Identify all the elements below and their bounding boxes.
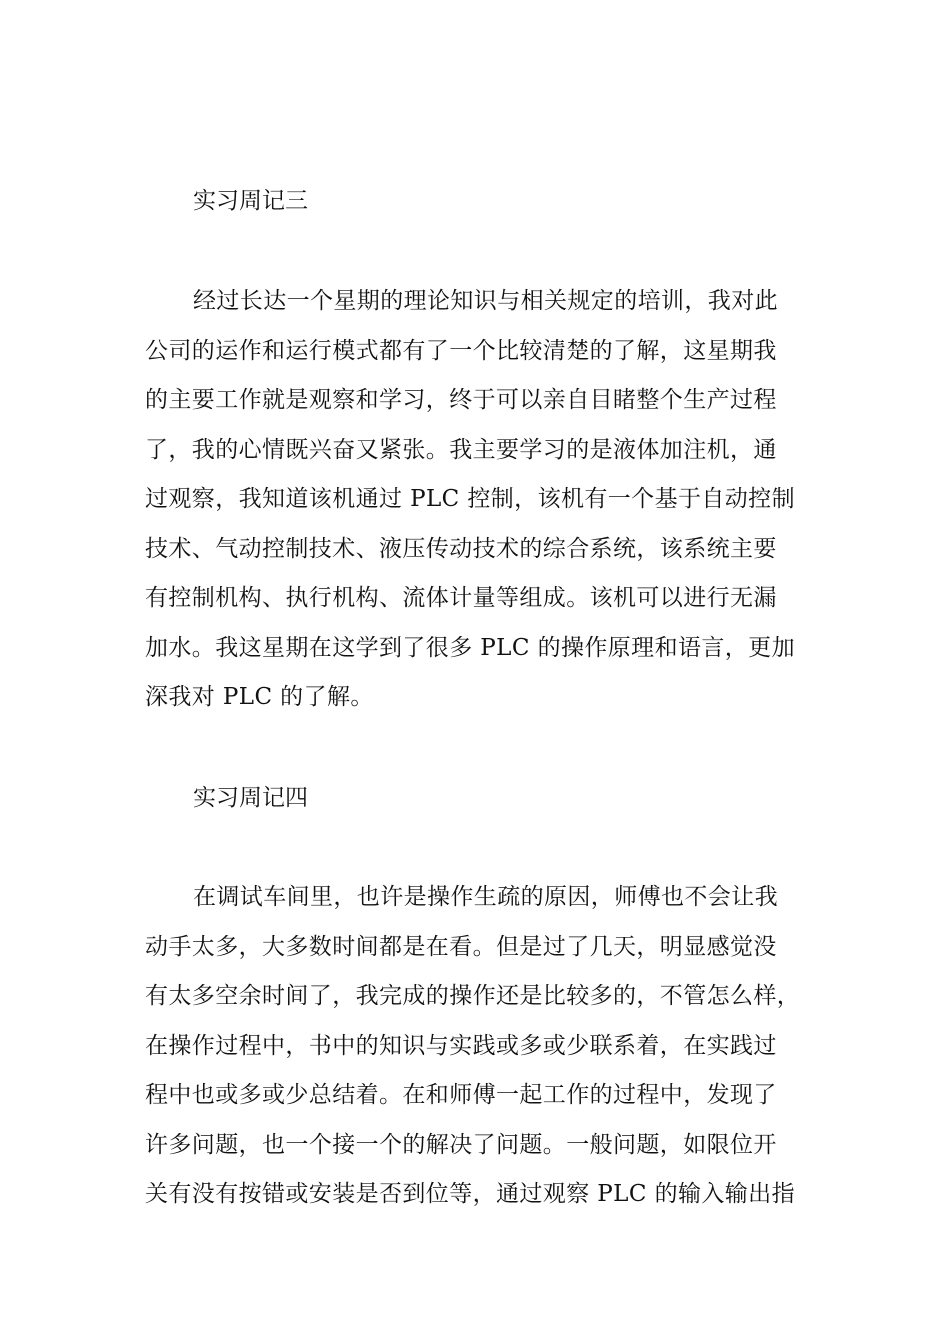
paragraph-line: 技术、气动控制技术、液压传动技术的综合系统，该系统主要 — [145, 535, 777, 562]
paragraph-week3 — [145, 286, 825, 732]
paragraph-line: 深我对 PLC 的了解。 — [145, 684, 374, 710]
paragraph-line: 有太多空余时间了，我完成的操作还是比较多的，不管怎么样， — [145, 983, 801, 1009]
paragraph-line: 关有没有按错或安装是否到位等，通过观察 PLC 的输入输出指 — [145, 1181, 795, 1207]
paragraph-line: 公司的运作和运行模式都有了一个比较清楚的了解，这星期我 — [145, 337, 777, 364]
paragraph-line: 的主要工作就是观察和学习，终于可以亲自目睹整个生产过程 — [145, 387, 777, 413]
section-heading-week3: 实习周记三 — [193, 188, 308, 214]
paragraph-line: 了，我的心情既兴奋又紧张。我主要学习的是液体加注机，通 — [145, 436, 777, 463]
section-heading-week4: 实习周记四 — [193, 785, 308, 811]
paragraph-line: 动手太多，大多数时间都是在看。但是过了几天，明显感觉没 — [145, 933, 777, 960]
paragraph-line: 加水。我这星期在这学到了很多 PLC 的操作原理和语言，更加 — [145, 634, 795, 661]
paragraph-line: 过观察，我知道该机通过 PLC 控制，该机有一个基于自动控制 — [145, 486, 795, 512]
paragraph-line: 经过长达一个星期的理论知识与相关规定的培训，我对此 — [193, 288, 778, 314]
paragraph-line: 有控制机构、执行机构、流体计量等组成。该机可以进行无漏 — [145, 585, 777, 611]
paragraph-line: 在操作过程中，书中的知识与实践或多或少联系着，在实践过 — [145, 1032, 777, 1059]
paragraph-line: 程中也或多或少总结着。在和师傅一起工作的过程中，发现了 — [145, 1082, 777, 1108]
paragraph-line: 许多问题，也一个接一个的解决了问题。一般问题，如限位开 — [145, 1131, 777, 1158]
paragraph-line: 在调试车间里，也许是操作生疏的原因，师傅也不会让我 — [193, 884, 778, 910]
paragraph-week4 — [145, 882, 825, 1229]
